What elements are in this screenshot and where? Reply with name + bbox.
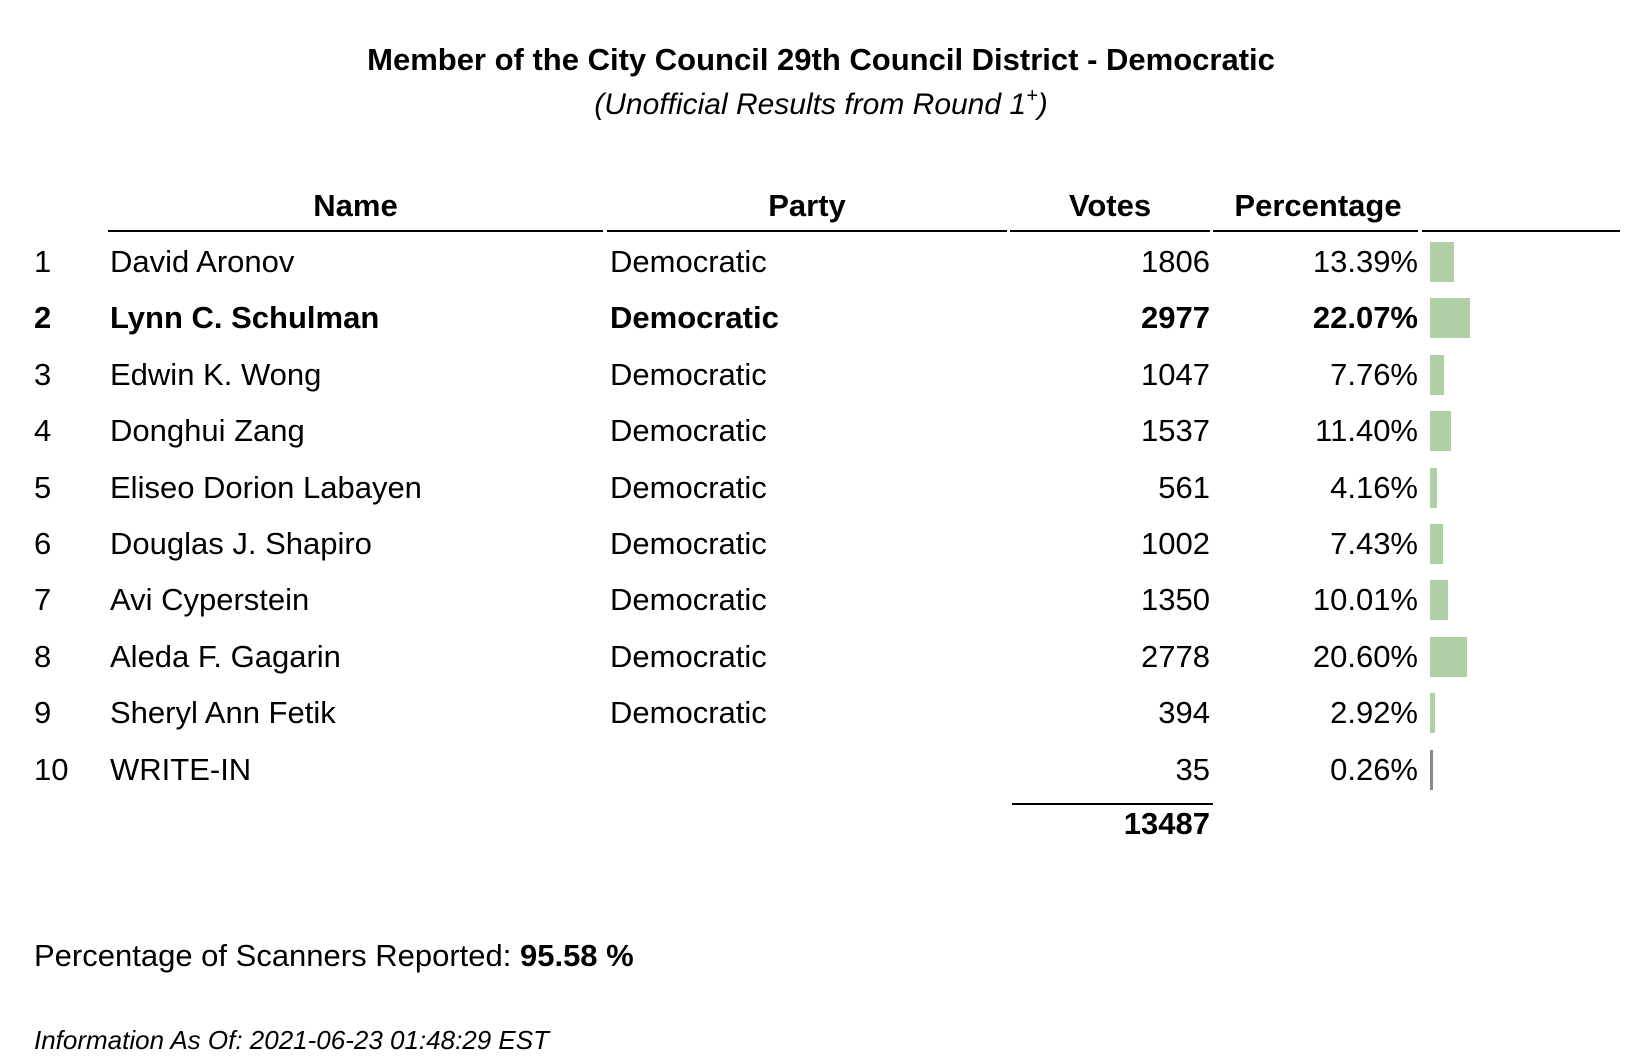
table-row bbox=[0, 460, 1642, 516]
subtitle-close: ) bbox=[1037, 88, 1048, 121]
table-row bbox=[0, 403, 1642, 459]
percentage-cell: 22.07% bbox=[1312, 300, 1418, 336]
percentage-bar bbox=[1430, 468, 1437, 508]
rank-cell: 5 bbox=[34, 469, 52, 505]
header-underline-party bbox=[607, 230, 1007, 232]
table-row bbox=[0, 234, 1642, 290]
percentage-bar bbox=[1430, 693, 1435, 733]
scanners-label: Percentage of Scanners Reported: bbox=[34, 938, 520, 973]
column-header-votes: Votes bbox=[1068, 188, 1152, 223]
name-cell: Sheryl Ann Fetik bbox=[110, 695, 336, 731]
party-cell: Democratic bbox=[610, 582, 767, 618]
rank-cell: 6 bbox=[34, 526, 52, 561]
rank-cell: 4 bbox=[34, 413, 52, 449]
name-cell: Lynn C. Schulman bbox=[110, 300, 380, 336]
votes-cell: 1002 bbox=[1141, 526, 1210, 561]
rank-cell: 3 bbox=[34, 356, 52, 392]
party-cell: Democratic bbox=[610, 356, 767, 392]
percentage-cell: 20.60% bbox=[1312, 638, 1418, 674]
votes-cell: 35 bbox=[1175, 751, 1210, 787]
table-row bbox=[0, 629, 1642, 685]
party-cell: Democratic bbox=[610, 526, 767, 561]
scanners-value: 95.58 % bbox=[519, 938, 634, 973]
percentage-cell: 7.43% bbox=[1330, 526, 1418, 561]
percentage-cell: 7.76% bbox=[1330, 356, 1418, 392]
name-cell: WRITE-IN bbox=[110, 751, 252, 787]
header-underline-bar bbox=[1422, 230, 1620, 232]
table-row bbox=[0, 742, 1642, 798]
votes-cell: 2778 bbox=[1141, 638, 1210, 674]
table-row bbox=[0, 347, 1642, 403]
percentage-bar bbox=[1430, 411, 1451, 451]
percentage-bar bbox=[1430, 242, 1454, 282]
votes-cell: 1047 bbox=[1141, 356, 1210, 392]
scanners-reported bbox=[34, 938, 634, 974]
name-cell: Edwin K. Wong bbox=[110, 356, 322, 392]
percentage-bar bbox=[1430, 580, 1448, 620]
percentage-bar bbox=[1430, 524, 1443, 564]
percentage-cell: 2.92% bbox=[1330, 695, 1418, 731]
percentage-cell: 10.01% bbox=[1312, 582, 1418, 618]
name-cell: Eliseo Dorion Labayen bbox=[110, 469, 422, 505]
votes-cell: 394 bbox=[1158, 695, 1210, 731]
total-votes: 13487 bbox=[1123, 806, 1210, 841]
rank-cell: 1 bbox=[34, 244, 52, 279]
page-subtitle bbox=[0, 85, 1642, 122]
rank-cell: 10 bbox=[34, 751, 69, 787]
subtitle-superscript: + bbox=[1026, 85, 1038, 107]
name-cell: David Aronov bbox=[110, 244, 295, 279]
votes-cell: 1806 bbox=[1141, 244, 1210, 279]
percentage-bar bbox=[1430, 750, 1433, 790]
name-cell: Donghui Zang bbox=[110, 413, 305, 449]
header-underline-percentage bbox=[1213, 230, 1418, 232]
percentage-bar bbox=[1430, 355, 1444, 395]
percentage-bar bbox=[1430, 637, 1467, 677]
column-header-percentage: Percentage bbox=[1234, 188, 1402, 223]
party-cell: Democratic bbox=[610, 695, 767, 731]
party-cell: Democratic bbox=[610, 244, 767, 279]
votes-cell: 1350 bbox=[1141, 582, 1210, 618]
votes-cell: 1537 bbox=[1141, 413, 1210, 449]
header-underline-votes bbox=[1010, 230, 1210, 232]
table-row bbox=[0, 685, 1642, 741]
party-cell: Democratic bbox=[610, 638, 767, 674]
subtitle-text: (Unofficial Results from Round 1 bbox=[594, 88, 1027, 121]
table-row bbox=[0, 516, 1642, 572]
percentage-cell: 4.16% bbox=[1330, 469, 1418, 505]
name-cell: Avi Cyperstein bbox=[110, 582, 310, 618]
percentage-cell: 11.40% bbox=[1315, 413, 1418, 449]
rank-cell: 8 bbox=[34, 638, 52, 674]
column-header-party: Party bbox=[768, 188, 846, 223]
percentage-cell: 13.39% bbox=[1312, 244, 1418, 279]
header-underline-name bbox=[108, 230, 603, 232]
page-title: Member of the City Council 29th Council District - Democratic bbox=[367, 42, 1275, 77]
table-row bbox=[0, 572, 1642, 628]
rank-cell: 2 bbox=[34, 300, 52, 336]
votes-cell: 2977 bbox=[1141, 300, 1210, 336]
total-underline bbox=[1012, 803, 1213, 805]
column-header-name: Name bbox=[313, 188, 398, 223]
name-cell: Aleda F. Gagarin bbox=[110, 638, 341, 674]
percentage-bar bbox=[1430, 298, 1470, 338]
name-cell: Douglas J. Shapiro bbox=[110, 526, 372, 561]
rank-cell: 9 bbox=[34, 695, 52, 731]
rank-cell: 7 bbox=[34, 582, 52, 618]
votes-cell: 561 bbox=[1158, 469, 1210, 505]
party-cell: Democratic bbox=[610, 300, 779, 336]
information-as-of: Information As Of: 2021-06-23 01:48:29 EST bbox=[34, 1025, 549, 1055]
table-row bbox=[0, 290, 1642, 346]
party-cell: Democratic bbox=[610, 413, 767, 449]
party-cell: Democratic bbox=[610, 469, 767, 505]
percentage-cell: 0.26% bbox=[1330, 751, 1418, 787]
